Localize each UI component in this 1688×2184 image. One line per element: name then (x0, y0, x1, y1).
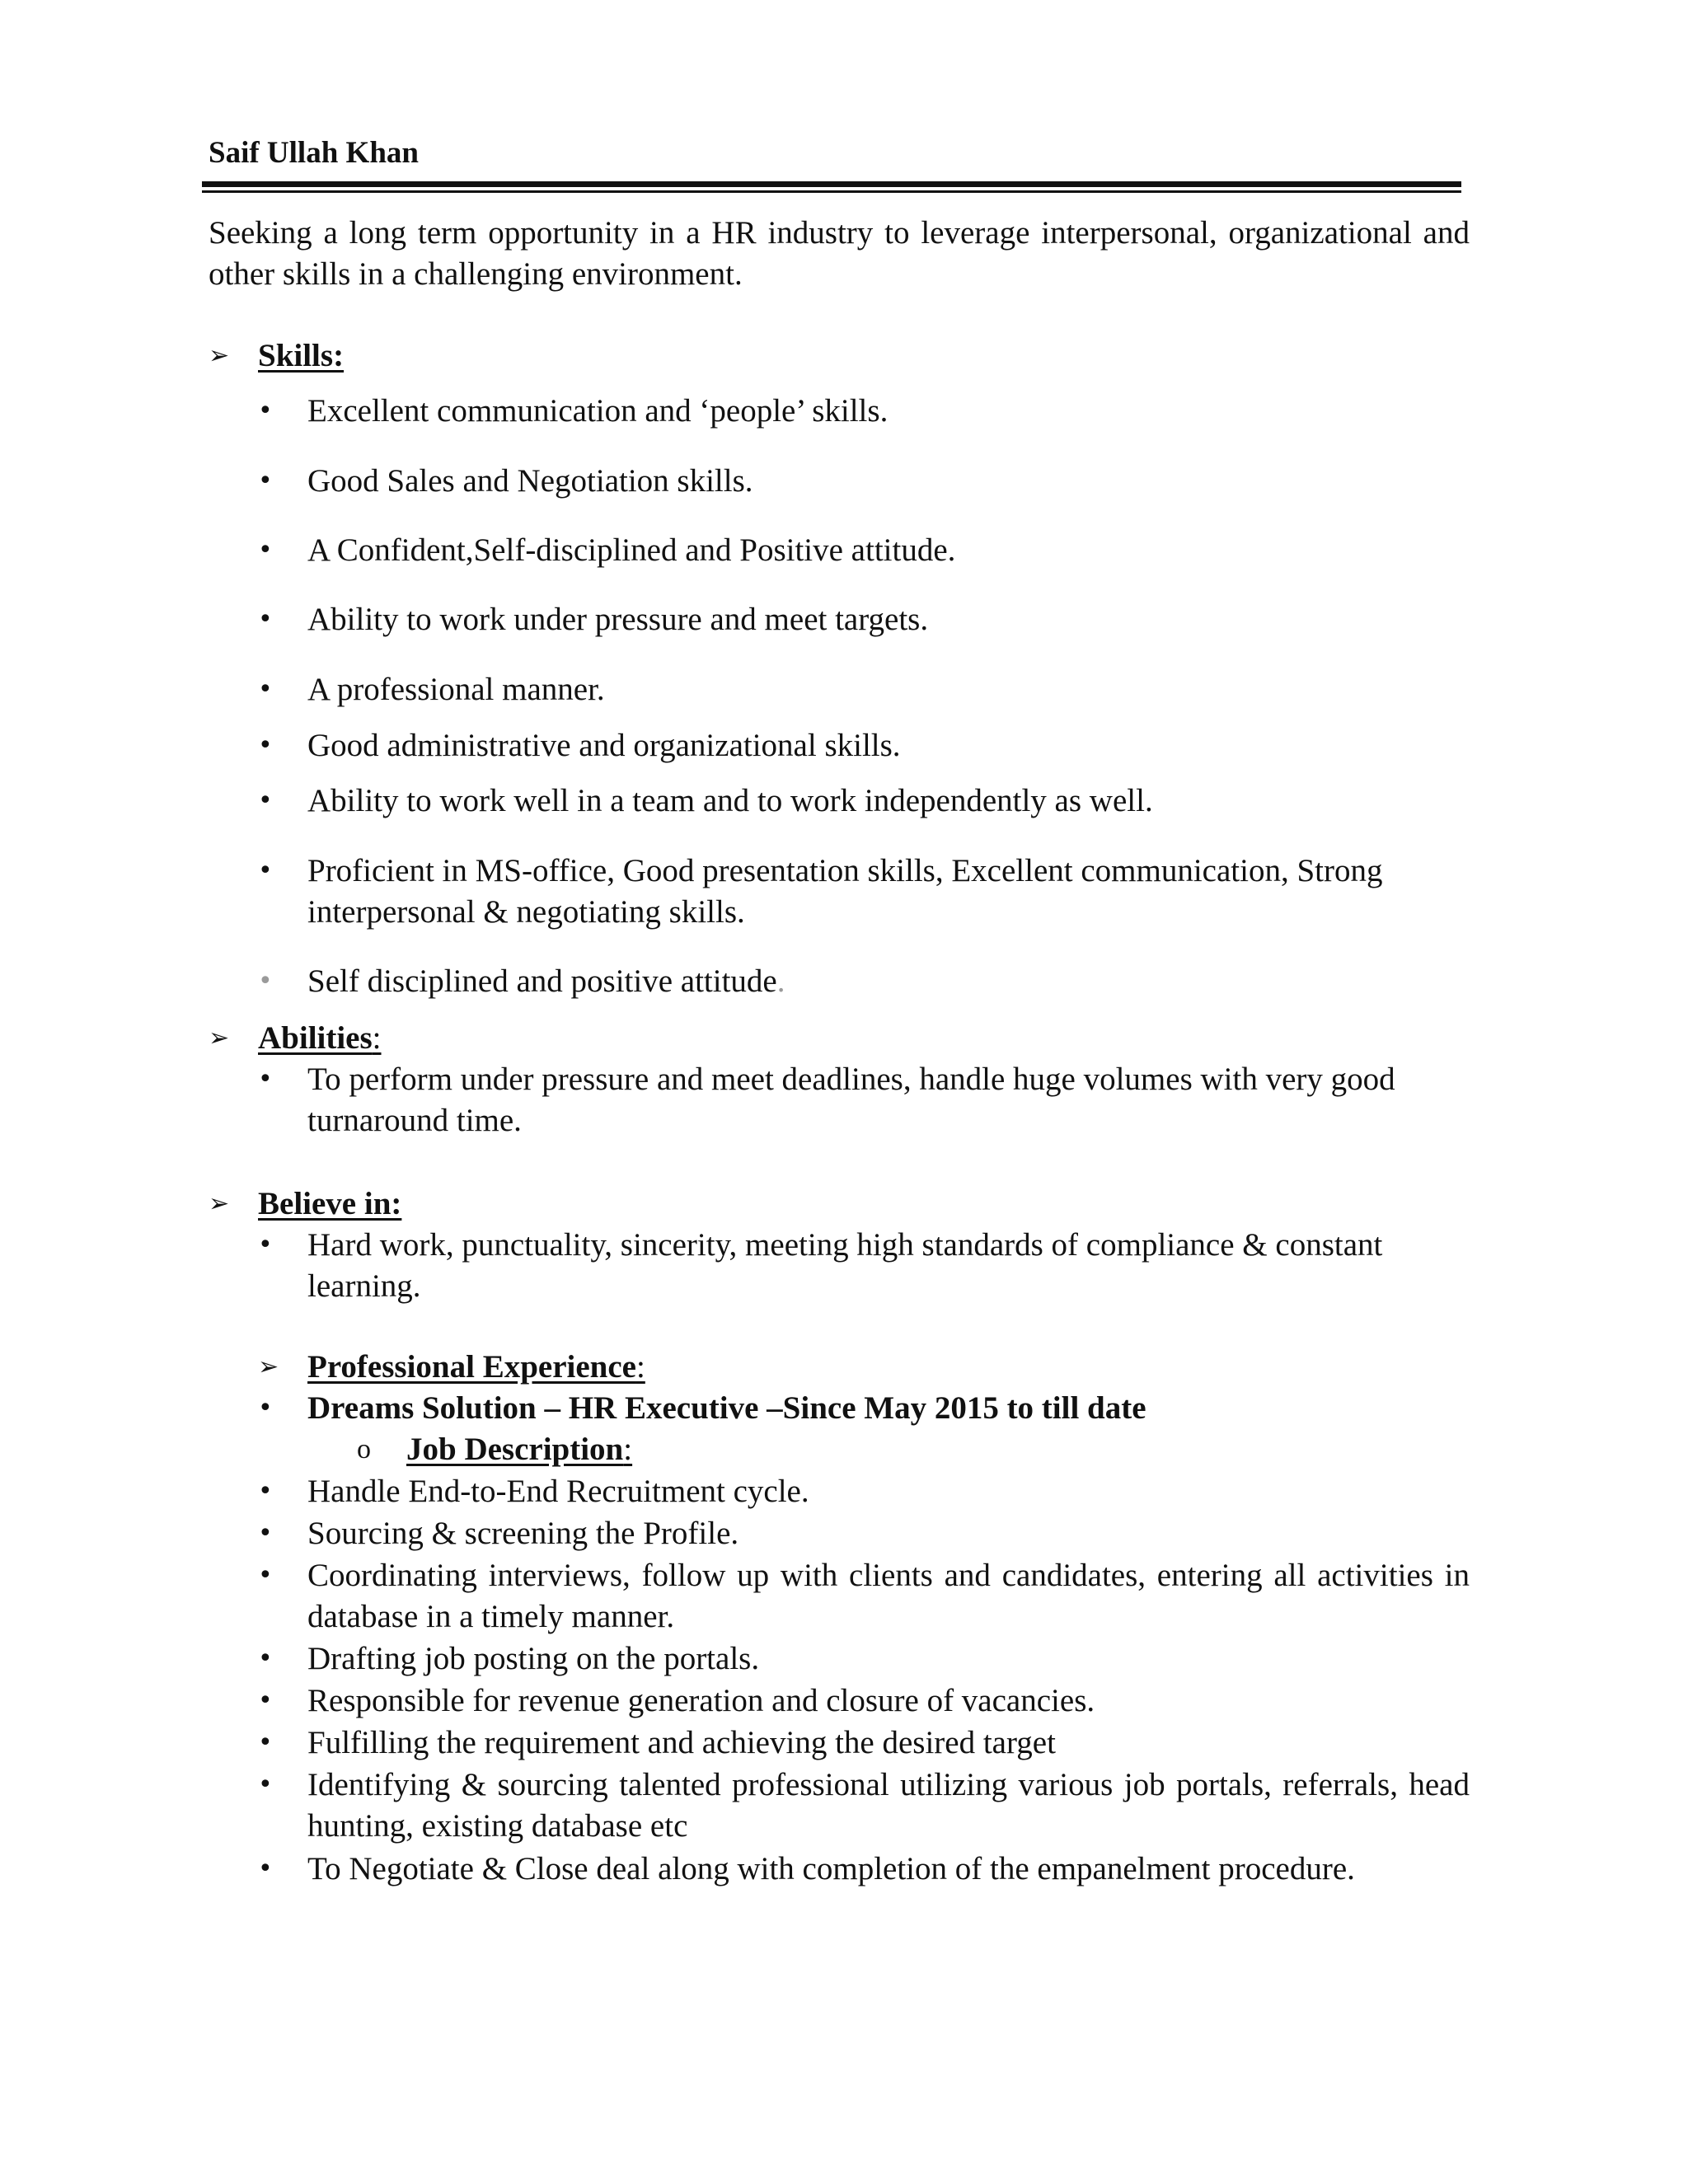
skill-item: • Excellent communication and ‘people’ skills. (258, 391, 1470, 432)
bullet-icon: • (258, 1519, 273, 1548)
skill-item: • Good administrative and organizational skills. (258, 725, 1470, 766)
arrow-bullet-icon: ➢ (209, 1189, 230, 1218)
skills-heading (209, 335, 703, 377)
header-rule-thin (202, 190, 1461, 193)
bullet-icon: • (258, 1065, 273, 1094)
circle-bullet-icon: o (357, 1434, 371, 1465)
duty-item: • Fulfilling the requirement and achieving the desired target (258, 1722, 1470, 1764)
bullet-icon: • (258, 1686, 273, 1715)
believe-heading (209, 1183, 703, 1225)
skill-item: • A professional manner. (258, 669, 1470, 710)
bullet-icon: • (258, 786, 273, 815)
abilities-heading: ➢ Abilities: (209, 1018, 703, 1059)
abilities-heading-text: Abilities (258, 1020, 373, 1056)
skill-item: • A Confident,Self-disciplined and Positive attitude. (258, 530, 1470, 571)
duty-item: • Drafting job posting on the portals. (258, 1638, 1470, 1680)
believe-heading-text: Believe in: (258, 1186, 402, 1221)
candidate-name: Saif Ullah Khan (209, 136, 419, 170)
bullet-icon: • (258, 1644, 273, 1673)
arrow-bullet-icon: ➢ (209, 341, 230, 370)
skill-item: • Ability to work well in a team and to work independently as well. (258, 780, 1470, 822)
bullet-icon: • (258, 856, 273, 885)
bullet-icon: • (258, 466, 273, 495)
skill-item: • Proficient in MS-office, Good presentation skills, Excellent communication, Strong interpersonal & negotiating skills. (258, 851, 1470, 933)
belief-item: • Hard work, punctuality, sincerity, meeting high standards of compliance & constant learning. (258, 1225, 1470, 1307)
bullet-icon: • (258, 731, 273, 760)
header-rule-thick (202, 181, 1461, 187)
skill-item: • Good Sales and Negotiation skills. (258, 461, 1470, 502)
bullet-icon: • (258, 1477, 273, 1506)
experience-heading-text: Professional Experience (307, 1349, 636, 1385)
arrow-bullet-icon: ➢ (258, 1352, 279, 1381)
job-description-heading-text: Job Description (406, 1432, 624, 1467)
duty-item: • To Negotiate & Close deal along with completion of the empanelment procedure. (258, 1849, 1470, 1931)
experience-heading: ➢ Professional Experience: (258, 1347, 917, 1388)
skill-item: • Ability to work under pressure and meet targets. (258, 599, 1470, 640)
skills-heading-text: Skills: (258, 338, 345, 373)
bullet-icon: • (258, 967, 273, 996)
objective-statement: Seeking a long term opportunity in a HR industry to leverage interpersonal, organizational and other skills in a challenging environment. (209, 215, 1470, 292)
bullet-icon: • (258, 1854, 273, 1883)
bullet-icon: • (258, 1230, 273, 1259)
duty-item: • Handle End-to-End Recruitment cycle. (258, 1471, 1470, 1512)
bullet-icon: • (258, 675, 273, 704)
bullet-icon: • (258, 1770, 273, 1799)
arrow-bullet-icon: ➢ (209, 1024, 230, 1052)
bullet-icon: • (258, 1728, 273, 1757)
job-description-heading: o Job Description: (357, 1429, 934, 1470)
bullet-icon: • (258, 1561, 273, 1590)
skill-item: • Self disciplined and positive attitude. (258, 961, 1470, 1002)
bullet-icon: • (258, 536, 273, 565)
bullet-icon: • (258, 1394, 273, 1422)
bullet-icon: • (258, 396, 273, 425)
job-title: Dreams Solution – HR Executive –Since May 2015 to till date (307, 1390, 1146, 1426)
ability-item: • To perform under pressure and meet deadlines, handle huge volumes with very good turnaround time. (258, 1059, 1470, 1141)
bullet-icon: • (258, 605, 273, 634)
duty-item: • Coordinating interviews, follow up with clients and candidates, entering all activities in database in a timely manner. (258, 1555, 1470, 1638)
job-title-item (258, 1388, 1470, 1429)
duty-item: • Sourcing & screening the Profile. (258, 1513, 1470, 1554)
duty-item: • Identifying & sourcing talented professional utilizing various job portals, referrals, head hunting, existing database etc (258, 1765, 1470, 1847)
duty-item: • Responsible for revenue generation and closure of vacancies. (258, 1680, 1470, 1722)
